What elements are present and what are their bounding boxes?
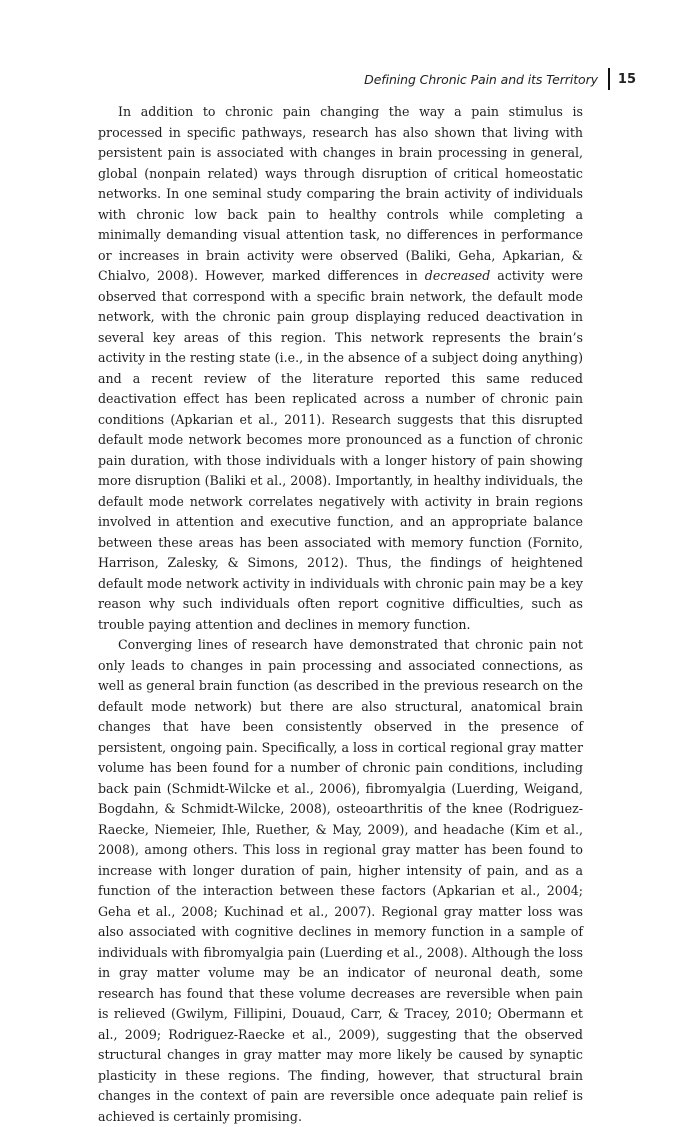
body-text xyxy=(98,102,583,1127)
running-title: Defining Chronic Pain and its Territory xyxy=(364,71,598,87)
paragraph-1 xyxy=(98,102,583,635)
page-number: 15 xyxy=(617,71,636,87)
paragraph-1-text-b: activity were observed that correspond with a specific brain network, the default mode network, with the chronic pain group displaying reduced deactivation in several key areas of this region. This network represents the brain’s activity in the resting state (i.e., in the absence of a subject doing anything) and a recent review of the literature reported this same reduced deactivation effect has been replicated across a number of chronic pain conditions (Apkarian et al., 2011). Research suggests that this disrupted default mode network becomes more pronounced as a function of chronic pain duration, with those individuals with a longer history of pain showing more disruption (Baliki et al., 2008). Importantly, in healthy individuals, the default mode network correlates negatively with activity in brain regions involved in attention and executive function, and an appropriate balance between these areas has been associated with memory function (Fornito, Harrison, Zalesky, & Simons, 2012). Thus, the findings of heightened default mode network activity in individuals with chronic pain may be a key reason why such individuals often report cognitive difficulties, such as trouble paying attention and declines in memory function. xyxy=(98,268,583,632)
header-divider xyxy=(608,68,610,90)
paragraph-1-text-a: In addition to chronic pain changing the way a pain stimulus is processed in specific pathways, research has also shown that living with persistent pain is associated with changes in brain processing in general, global (nonpain related) ways through disruption of critical homeostatic networks. In one seminal study comparing the brain activity of individuals with chronic low back pain to healthy controls while completing a minimally demanding visual attention task, no differences in performance or increases in brain activity were observed (Baliki, Geha, Apkarian, & Chialvo, 2008). However, marked differences in xyxy=(98,104,583,283)
paragraph-2: Converging lines of research have demonstrated that chronic pain not only leads to changes in pain processing and associated connections, as well as general brain function (as described in the previous research on the default mode network) but there are also structural, anatomical brain changes that have been consistently observed in the presence of persistent, ongoing pain. Specifically, a loss in cortical regional gray matter volume has been found for a number of chronic pain conditions, including back pain (Schmidt-Wilcke et al., 2006), fibromyalgia (Luerding, Weigand, Bogdahn, & Schmidt-Wilcke, 2008), osteoarthritis of the knee (Rodriguez-Raecke, Niemeier, Ihle, Ruether, & May, 2009), and headache (Kim et al., 2008), among others. This loss in regional gray matter has been found to increase with longer duration of pain, higher intensity of pain, and as a function of the interaction between these factors (Apkarian et al., 2004; Geha et al., 2008; Kuchinad et al., 2007). Regional gray matter loss was also associated with cognitive declines in memory function in a sample of individuals with fibromyalgia pain (Luerding et al., 2008). Although the loss in gray matter volume may be an indicator of neuronal death, some research has found that these volume decreases are reversible when pain is relieved (Gwilym, Fillipini, Douaud, Carr, & Tracey, 2010; Obermann et al., 2009; Rodriguez-Raecke et al., 2009), suggesting that the observed structural changes in gray matter may more likely be caused by synaptic plasticity in these regions. The finding, however, that structural brain changes in the context of pain are reversible once adequate pain relief is achieved is certainly promising. xyxy=(98,637,583,1124)
running-head xyxy=(364,68,636,90)
emphasized-word: decreased xyxy=(424,268,491,283)
